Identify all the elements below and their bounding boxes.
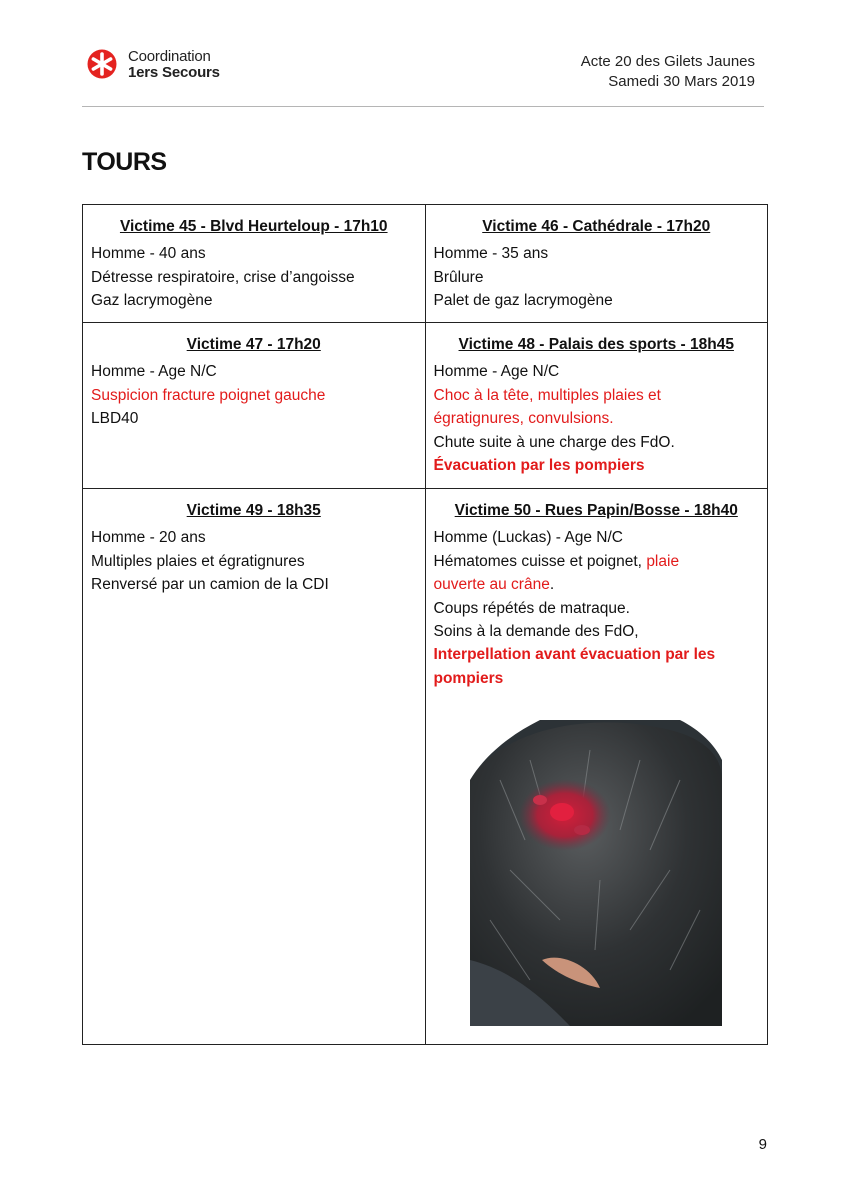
victim-detail: Homme - Age N/C <box>91 363 217 381</box>
victim-injury-alert: ouverte au crâne <box>433 576 550 594</box>
victim-evacuation-note: Évacuation par les pompiers <box>433 457 645 475</box>
victim-evacuation-note: pompiers <box>433 669 504 687</box>
event-date: Samedi 30 Mars 2019 <box>608 73 755 90</box>
victim-detail: Homme (Luckas) - Age N/C <box>433 529 623 547</box>
victim-detail: Homme - 40 ans <box>91 245 206 263</box>
table-row <box>83 205 768 323</box>
victim-evacuation-note: Interpellation avant évacuation par les <box>433 646 716 664</box>
victim-title: Victime 50 - Rues Papin/Bosse - 18h40 <box>454 502 738 519</box>
victim-title: Victime 47 - 17h20 <box>186 336 321 353</box>
logo-line-2: 1ers Secours <box>128 64 220 81</box>
logo-line-1: Coordination <box>128 48 211 65</box>
victim-detail: Hématomes cuisse et poignet, <box>433 552 647 570</box>
victim-detail: Palet de gaz lacrymogène <box>433 292 613 310</box>
victim-detail: Coups répétés de matraque. <box>433 599 630 617</box>
logo <box>86 48 236 88</box>
victim-detail: Renversé par un camion de la CDI <box>91 576 329 594</box>
victim-injury-alert: plaie <box>646 552 680 570</box>
victim-detail: Homme - 20 ans <box>91 529 206 547</box>
victim-detail: Homme - Age N/C <box>433 363 560 381</box>
page-title: TOURS <box>82 148 167 176</box>
victim-injury-alert: Choc à la tête, multiples plaies et <box>433 386 661 404</box>
victim-title: Victime 49 - 18h35 <box>186 502 321 519</box>
head-wound-photo <box>470 720 722 1026</box>
victim-cell-48 <box>425 323 768 489</box>
victim-cell-49 <box>83 489 426 1045</box>
asterisk-logo-icon <box>86 48 118 80</box>
victim-detail: . <box>549 576 555 594</box>
victim-detail-mixed <box>434 550 760 573</box>
victim-detail: Multiples plaies et égratignures <box>91 552 305 570</box>
header-event-info <box>581 52 755 92</box>
victim-detail: Homme - 35 ans <box>433 245 549 263</box>
victim-title: Victime 45 - Blvd Heurteloup - 17h10 <box>119 218 388 235</box>
victim-detail: Détresse respiratoire, crise d’angoisse <box>91 268 355 286</box>
logo-text <box>128 49 220 81</box>
victim-detail: Chute suite à une charge des FdO. <box>433 433 675 451</box>
victim-detail: Gaz lacrymogène <box>91 292 213 310</box>
table-row <box>83 489 768 1045</box>
event-title: Acte 20 des Gilets Jaunes <box>580 53 755 70</box>
victim-cell-46 <box>425 205 768 323</box>
victim-cell-47 <box>83 323 426 489</box>
victim-detail: Soins à la demande des FdO, <box>433 623 639 641</box>
victim-detail: LBD40 <box>91 410 139 428</box>
victim-cell-45 <box>83 205 426 323</box>
victim-injury-alert: Suspicion fracture poignet gauche <box>91 386 326 404</box>
victim-detail-mixed <box>434 573 760 596</box>
victim-injury-alert: égratignures, convulsions. <box>433 410 614 428</box>
victim-title: Victime 48 - Palais des sports - 18h45 <box>458 336 734 353</box>
victims-table <box>82 204 768 1045</box>
victim-cell-50 <box>425 489 768 1045</box>
victim-detail: Brûlure <box>433 268 484 286</box>
header-divider <box>82 106 764 107</box>
table-row <box>83 323 768 489</box>
page-number: 9 <box>758 1136 767 1153</box>
victim-title: Victime 46 - Cathédrale - 17h20 <box>482 218 711 235</box>
